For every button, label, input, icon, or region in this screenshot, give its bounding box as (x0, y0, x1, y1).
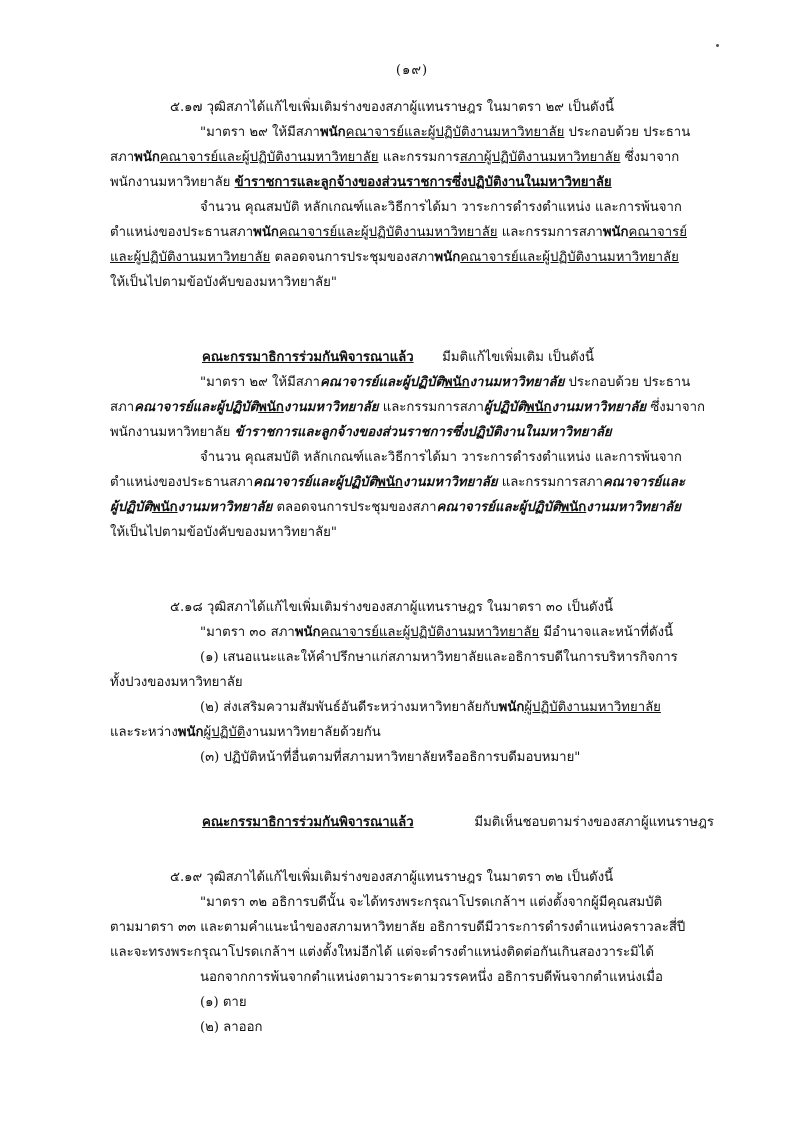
paragraph-line: "มาตรา ๒๙ ให้มีสภาพนักคณาจารย์และผู้ปฏิบัติงานมหาวิทยาลัย ประกอบด้วย ประธาน (200, 125, 691, 140)
section-intro: ๕.๑๙ วุฒิสภาได้แก้ไขเพิ่มเติมร่างของสภาผู้แทนราษฎร ในมาตรา ๓๒ เป็นดังนี้ (170, 870, 614, 885)
page-number: (๑๙) (395, 63, 429, 78)
paragraph-line: ทั้งปวงของมหาวิทยาลัย (110, 675, 243, 690)
paragraph-line: ให้เป็นไปตามข้อบังคับของมหาวิทยาลัย" (110, 275, 337, 290)
paragraph-line: และผู้ปฏิบัติงานมหาวิทยาลัย ตลอดจนการประชุมของสภาพนักคณาจารย์และผู้ปฏิบัติงานมหาวิทยาลัย (110, 250, 679, 265)
paragraph-line: นอกจากการพ้นจากตำแหน่งตามวาระตามวรรคหนึ่ง อธิการบดีพ้นจากตำแหน่งเมื่อ (200, 970, 663, 985)
committee-line (110, 345, 714, 370)
committee-line (110, 810, 714, 835)
paragraph-line: และระหว่างพนักผู้ปฏิบัติงานมหาวิทยาลัยด้วยกัน (110, 725, 381, 740)
paragraph-line: สภาพนักคณาจารย์และผู้ปฏิบัติงานมหาวิทยาลัย และกรรมการสภาผู้ปฏิบัติงานมหาวิทยาลัย ซึ่งมาจาก (110, 150, 680, 165)
paragraph-line: พนักงานมหาวิทยาลัย ข้าราชการและลูกจ้างของส่วนราชการซึ่งปฏิบัติงานในมหาวิทยาลัย (110, 425, 612, 440)
paragraph-line: ตามมาตรา ๓๓ และตามคำแนะนำของสภามหาวิทยาลัย อธิการบดีมีวาระการดำรงตำแหน่งคราวละสี่ปี (110, 920, 686, 935)
paragraph-line: พนักงานมหาวิทยาลัย ข้าราชการและลูกจ้างของส่วนราชการซึ่งปฏิบัติงานในมหาวิทยาลัย (110, 175, 612, 190)
committee-heading: คณะกรรมาธิการร่วมกันพิจารณาแล้ว (202, 815, 414, 830)
section-intro: ๕.๑๗ วุฒิสภาได้แก้ไขเพิ่มเติมร่างของสภาผู้แทนราษฎร ในมาตรา ๒๙ เป็นดังนี้ (170, 100, 615, 115)
scan-speck (716, 44, 719, 47)
paragraph-line: "มาตรา ๓๐ สภาพนักคณาจารย์และผู้ปฏิบัติงานมหาวิทยาลัย มีอำนาจและหน้าที่ดังนี้ (200, 625, 674, 640)
section-5-18 (110, 595, 714, 770)
section-intro: ๕.๑๘ วุฒิสภาได้แก้ไขเพิ่มเติมร่างของสภาผู้แทนราษฎร ในมาตรา ๓๐ เป็นดังนี้ (170, 600, 614, 615)
list-item: (๓) ปฏิบัติหน้าที่อื่นตามที่สภามหาวิทยาลัยหรืออธิการบดีมอบหมาย" (200, 750, 581, 765)
list-item: (๒) ลาออก (200, 1020, 263, 1035)
paragraph-line: จำนวน คุณสมบัติ หลักเกณฑ์และวิธีการได้มา วาระการดำรงตำแหน่ง และการพ้นจาก (200, 200, 682, 215)
paragraph-line: ตำแหน่งของประธานสภาพนักคณาจารย์และผู้ปฏิบัติงานมหาวิทยาลัย และกรรมการสภาพนักคณาจารย์ (110, 225, 687, 240)
paragraph-line: และจะทรงพระกรุณาโปรดเกล้าฯ แต่งตั้งใหม่อีกได้ แต่จะดำรงตำแหน่งติดต่อกันเกินสองวาระมิได้ (110, 945, 654, 960)
paragraph-line: ผู้ปฏิบัติพนักงานมหาวิทยาลัย ตลอดจนการประชุมของสภาคณาจารย์และผู้ปฏิบัติพนักงานมหาวิทยาลัย (110, 500, 681, 515)
paragraph-line: ตำแหน่งของประธานสภาคณาจารย์และผู้ปฏิบัติพนักงานมหาวิทยาลัย และกรรมการสภาคณาจารย์และ (110, 475, 685, 490)
list-item: (๒) ส่งเสริมความสัมพันธ์อันดีระหว่างมหาวิทยาลัยกับพนักผู้ปฏิบัติงานมหาวิทยาลัย (200, 700, 661, 715)
paragraph-line: "มาตรา ๒๙ ให้มีสภาคณาจารย์และผู้ปฏิบัติพนักงานมหาวิทยาลัย ประกอบด้วย ประธาน (200, 375, 691, 390)
paragraph-line: จำนวน คุณสมบัติ หลักเกณฑ์และวิธีการได้มา วาระการดำรงตำแหน่ง และการพ้นจาก (200, 450, 682, 465)
committee-opinion: มีมติเห็นชอบตามร่างของสภาผู้แทนราษฎร (474, 815, 714, 830)
section-5-17 (110, 95, 714, 295)
committee-5-18 (110, 810, 714, 835)
committee-heading: คณะกรรมาธิการร่วมกันพิจารณาแล้ว (202, 350, 414, 365)
paragraph-line: "มาตรา ๓๒ อธิการบดีนั้น จะได้ทรงพระกรุณาโปรดเกล้าฯ แต่งตั้งจากผู้มีคุณสมบัติ (200, 895, 663, 910)
list-item: (๑) ตาย (200, 995, 247, 1010)
committee-5-17 (110, 345, 714, 545)
list-item: (๑) เสนอแนะและให้คำปรึกษาแก่สภามหาวิทยาลัยและอธิการบดีในการบริหารกิจการ (200, 650, 678, 665)
paragraph-line: สภาคณาจารย์และผู้ปฏิบัติพนักงานมหาวิทยาลัย และกรรมการสภาผู้ปฏิบัติพนักงานมหาวิทยาลัย ซึ่งมาจาก (110, 400, 705, 415)
paragraph-line: ให้เป็นไปตามข้อบังคับของมหาวิทยาลัย" (110, 525, 337, 540)
committee-opinion: มีมติแก้ไขเพิ่มเติม เป็นดังนี้ (442, 350, 594, 365)
section-5-19 (110, 865, 714, 1040)
